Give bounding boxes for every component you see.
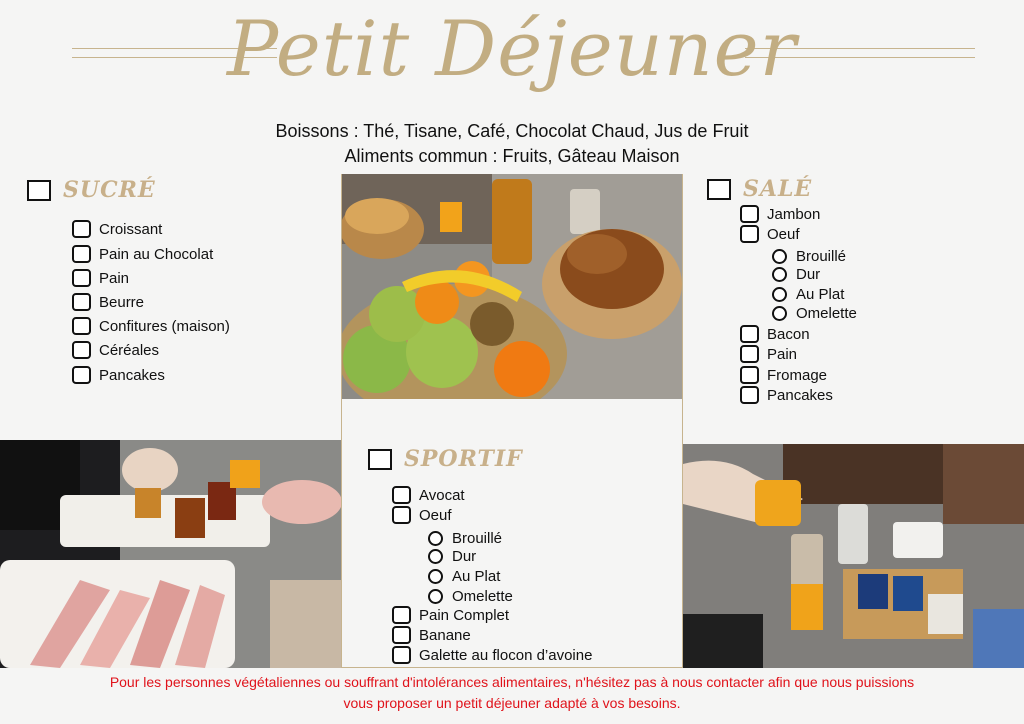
checkbox[interactable] <box>392 606 411 624</box>
sale-egg-option[interactable] <box>772 286 844 303</box>
checkbox[interactable] <box>740 386 759 404</box>
item-label: Galette au flocon d’avoine <box>419 646 593 664</box>
radio-button[interactable] <box>772 249 787 264</box>
frame-line-left <box>341 174 342 668</box>
fruit-basket-photo <box>342 174 682 399</box>
sportif-item[interactable] <box>392 606 509 624</box>
sucre-item[interactable] <box>72 366 165 384</box>
sale-egg-option[interactable] <box>772 248 846 265</box>
checkbox[interactable] <box>740 345 759 363</box>
radio-button[interactable] <box>772 267 787 282</box>
checkbox[interactable] <box>72 293 91 311</box>
checkbox[interactable] <box>72 341 91 359</box>
item-label: Jambon <box>767 205 821 223</box>
checkbox[interactable] <box>72 245 91 263</box>
radio-button[interactable] <box>428 549 443 564</box>
item-label: Confitures (maison) <box>99 317 230 335</box>
dietary-note-line1: Pour les personnes végétaliennes ou souffrant d'intolérances alimentaires, n'hésitez pas à nous contacter afin que nous puissions <box>109 674 915 690</box>
sportif-egg-option[interactable] <box>428 588 513 605</box>
item-label: Pain au Chocolat <box>99 245 214 263</box>
item-label: Céréales <box>99 341 160 359</box>
sale-item[interactable] <box>740 366 827 384</box>
item-label: Dur <box>796 266 821 283</box>
sale-checkbox[interactable] <box>707 179 731 200</box>
sportif-egg-option[interactable] <box>428 530 502 547</box>
sucre-category <box>27 177 156 203</box>
sportif-item[interactable] <box>392 626 471 644</box>
sucre-title: SUCRÉ <box>63 177 156 203</box>
sucre-item[interactable] <box>72 293 144 311</box>
checkbox[interactable] <box>740 205 759 223</box>
item-label: Omelette <box>796 305 857 322</box>
checkbox[interactable] <box>72 317 91 335</box>
item-label: Beurre <box>99 293 145 311</box>
sucre-item[interactable] <box>72 220 162 238</box>
item-label: Pancakes <box>99 366 165 384</box>
sportif-item[interactable] <box>392 506 452 524</box>
sportif-title: SPORTIF <box>404 446 523 472</box>
item-label: Pain <box>767 345 798 363</box>
item-label: Pain Complet <box>419 606 510 624</box>
sale-category <box>707 176 812 202</box>
item-label: Fromage <box>767 366 828 384</box>
sucre-item[interactable] <box>72 317 230 335</box>
frame-line-right <box>682 174 683 668</box>
sucre-checkbox[interactable] <box>27 180 51 201</box>
sucre-item[interactable] <box>72 341 159 359</box>
radio-button[interactable] <box>428 531 443 546</box>
sale-item[interactable] <box>740 325 810 343</box>
radio-button[interactable] <box>428 569 443 584</box>
checkbox[interactable] <box>72 269 91 287</box>
orange-juice-photo <box>683 444 1024 668</box>
item-label: Pancakes <box>767 386 833 404</box>
item-label: Pain <box>99 269 130 287</box>
item-label: Bacon <box>767 325 810 343</box>
checkbox[interactable] <box>740 325 759 343</box>
jam-ham-photo <box>0 440 342 668</box>
item-label: Oeuf <box>767 225 800 243</box>
sale-title: SALÉ <box>743 176 813 202</box>
item-label: Au Plat <box>452 568 501 585</box>
checkbox[interactable] <box>392 626 411 644</box>
dietary-note-line2: vous proposer un petit déjeuner adapté à vos besoins. <box>343 695 681 711</box>
item-label: Brouillé <box>452 530 503 547</box>
sale-egg-option[interactable] <box>772 305 857 322</box>
sportif-checkbox[interactable] <box>368 449 392 470</box>
sportif-egg-option[interactable] <box>428 568 500 585</box>
item-label: Brouillé <box>796 248 847 265</box>
checkbox[interactable] <box>392 646 411 664</box>
radio-button[interactable] <box>772 306 787 321</box>
checkbox[interactable] <box>740 225 759 243</box>
item-label: Avocat <box>419 486 465 504</box>
radio-button[interactable] <box>772 287 787 302</box>
item-label: Banane <box>419 626 471 644</box>
checkbox[interactable] <box>392 506 411 524</box>
drinks-line: Boissons : Thé, Tisane, Café, Chocolat Chaud, Jus de Fruit <box>275 121 749 141</box>
page-title: Petit Déjeuner <box>227 4 797 93</box>
sale-item[interactable] <box>740 225 800 243</box>
checkbox[interactable] <box>72 220 91 238</box>
item-label: Dur <box>452 548 477 565</box>
sucre-item[interactable] <box>72 245 213 263</box>
checkbox[interactable] <box>72 366 91 384</box>
radio-button[interactable] <box>428 589 443 604</box>
sportif-category <box>368 446 523 472</box>
sucre-item[interactable] <box>72 269 129 287</box>
sale-egg-option[interactable] <box>772 266 820 283</box>
item-label: Omelette <box>452 588 513 605</box>
item-label: Croissant <box>99 220 163 238</box>
checkbox[interactable] <box>740 366 759 384</box>
common-foods-line: Aliments commun : Fruits, Gâteau Maison <box>344 146 680 166</box>
sportif-item[interactable] <box>392 646 592 664</box>
sale-item[interactable] <box>740 386 833 404</box>
sportif-egg-option[interactable] <box>428 548 476 565</box>
sportif-item[interactable] <box>392 486 465 504</box>
checkbox[interactable] <box>392 486 411 504</box>
sale-item[interactable] <box>740 345 797 363</box>
sale-item[interactable] <box>740 205 820 223</box>
item-label: Au Plat <box>796 286 845 303</box>
item-label: Oeuf <box>419 506 452 524</box>
frame-line-bottom <box>341 667 683 668</box>
